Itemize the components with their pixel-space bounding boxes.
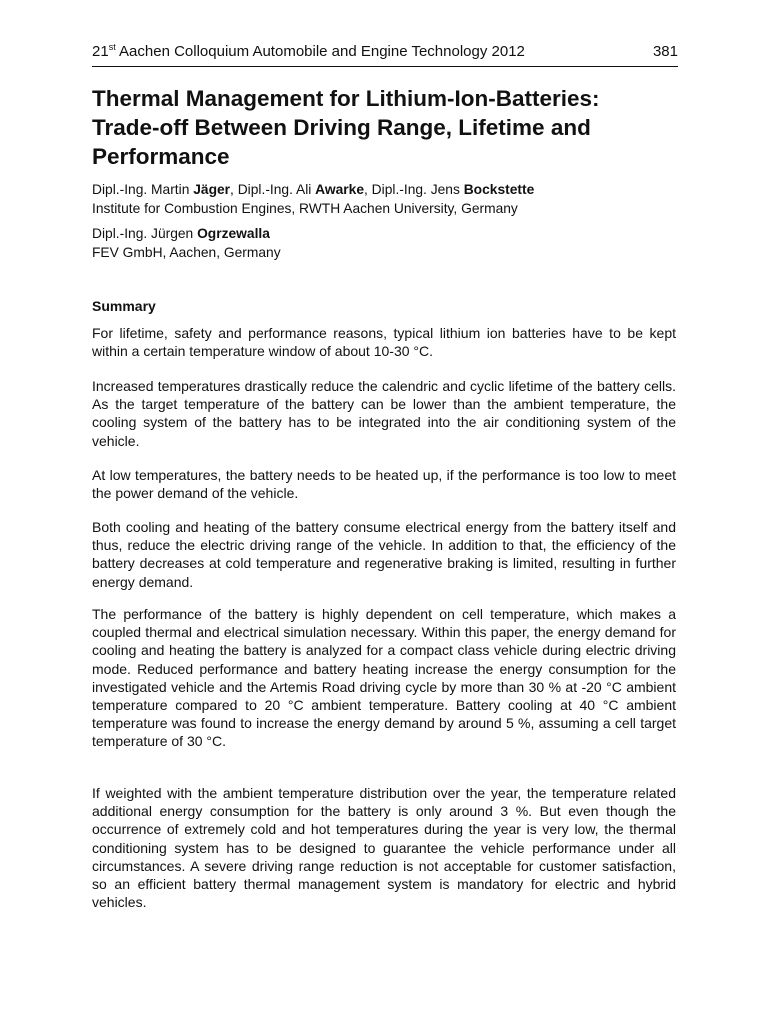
summary-paragraph: For lifetime, safety and performance reasons, typical lithium ion batteries have to be kept within a certain temperature window of about 10-30 °C. [92,325,676,360]
author-prefix: , Dipl.-Ing. Jens [364,182,464,197]
summary-paragraph: Both cooling and heating of the battery consume electrical energy from the battery itself and thus, reduce the electric driving range of the vehicle. In addition to that, the efficiency of the battery decreases at cold temperature and regenerative braking is limited, resulting in further energy demand. [92,519,676,590]
author-surname: Bockstette [463,182,535,197]
conference-title: Aachen Colloquium Automobile and Engine Technology 2012 [115,43,525,60]
author-list [92,224,682,243]
author-group-1 [92,180,682,218]
summary-paragraph: At low temperatures, the battery needs to be heated up, if the performance is too low to meet the power demand of the vehicle. [92,467,676,502]
author-group-2 [92,224,682,262]
title-line: Trade-off Between Driving Range, Lifetime and [92,115,591,140]
conference-ordinal-suffix: st [108,42,116,52]
page-number: 381 [652,43,678,60]
title-line: Performance [92,144,230,169]
header-divider [92,66,678,67]
author-affiliation: FEV GmbH, Aachen, Germany [92,245,281,260]
running-header [92,42,678,62]
author-prefix: , Dipl.-Ing. Ali [230,182,316,197]
author-prefix: Dipl.-Ing. Martin [92,182,194,197]
conference-name [92,42,525,62]
summary-heading: Summary [92,298,156,314]
summary-paragraph: If weighted with the ambient temperature distribution over the year, the temperature related additional energy consumption for the battery is only around 3 %. But even though the occurrence of extremely cold and hot temperatures during the year is very low, the thermal conditioning system has to be designed to guarantee the vehicle performance under all circumstances. A severe driving range reduction is not acceptable for customer satisfaction, so an efficient battery thermal management system is mandatory for electric and hybrid vehicles. [92,785,676,911]
title-line: Thermal Management for Lithium-Ion-Batteries: [92,86,600,111]
author-surname: Jäger [193,182,231,197]
summary-paragraph: Increased temperatures drastically reduce the calendric and cyclic lifetime of the battery cells. As the target temperature of the battery can be lower than the ambient temperature, the cooling system of the battery has to be integrated into the air conditioning system of the vehicle. [92,378,676,449]
author-surname: Awarke [315,182,365,197]
author-surname: Ogrzewalla [197,226,270,241]
author-list [92,180,682,199]
paper-title [92,84,682,171]
summary-paragraph: The performance of the battery is highly dependent on cell temperature, which makes a coupled thermal and electrical simulation necessary. Within this paper, the energy demand for cooling and heating the battery is analyzed for a compact class vehicle during electric driving mode. Reduced performance and battery heating increase the energy consumption for the investigated vehicle and the Artemis Road driving cycle by more than 30 % at -20 °C ambient temperature compared to 20 °C ambient temperature. Battery cooling at 40 °C ambient temperature was found to increase the energy demand by around 5 %, assuming a cell target temperature of 30 °C. [92,606,676,750]
conference-ordinal: 21 [92,43,109,60]
author-affiliation: Institute for Combustion Engines, RWTH Aachen University, Germany [92,201,518,216]
author-prefix: Dipl.-Ing. Jürgen [92,226,198,241]
